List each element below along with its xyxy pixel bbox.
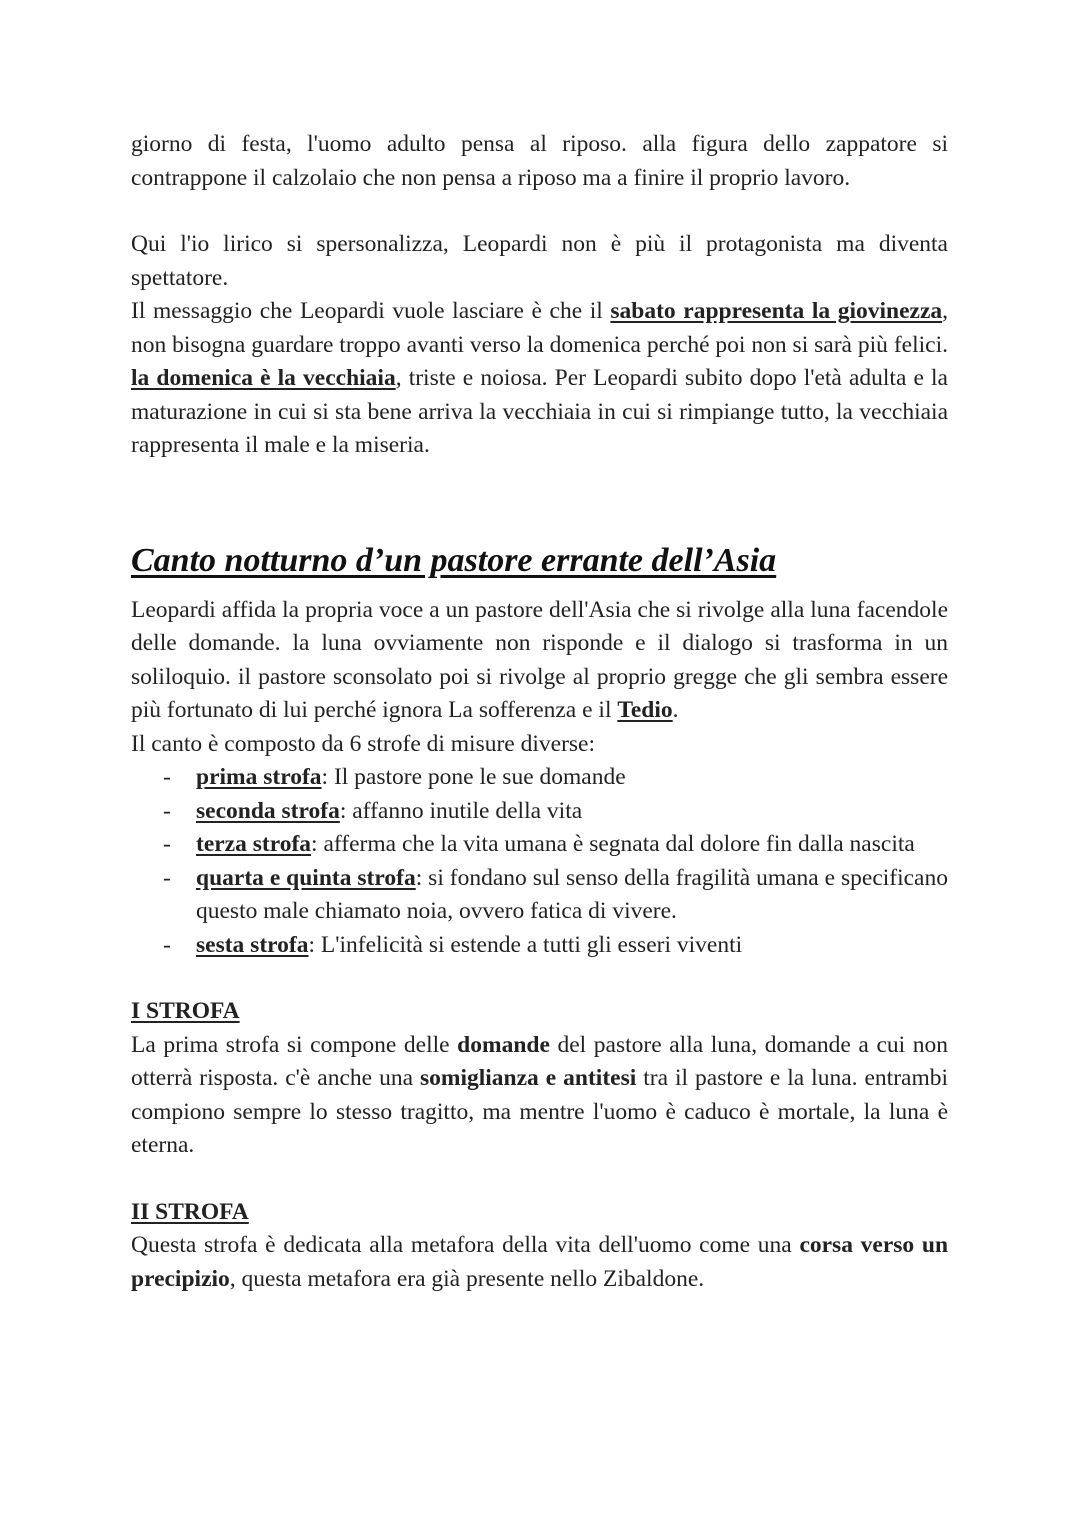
paragraph-canto-intro	[131, 594, 948, 728]
list-item-desc: : Il pastore pone le sue domande	[321, 764, 626, 790]
emphasis-domenica: la domenica è la vecchiaia	[131, 365, 396, 391]
paragraph-io-lirico: Qui l'io lirico si spersonalizza, Leopardi non è più il protagonista ma diventa spettatore.	[131, 231, 948, 291]
emphasis-sabato: sabato rappresenta la giovinezza	[610, 298, 943, 324]
text-run: tra il pastore e la luna. entrambi compiono sempre lo stesso tragitto, ma mentre l'uomo è caduco è mortale, la luna è eterna.	[131, 1065, 949, 1158]
paragraph-strofa-1	[131, 1029, 948, 1163]
list-item	[131, 828, 948, 862]
emphasis-corsa: corsa verso un precipizio	[131, 1232, 949, 1292]
strofa-1-heading: I STROFA	[131, 998, 240, 1024]
list-item-term: sesta strofa	[196, 931, 309, 958]
paragraph-strofa-2	[131, 1229, 948, 1296]
document-page	[131, 128, 948, 1296]
strofa-2-heading: II STROFA	[131, 1198, 249, 1225]
list-item-desc: : affanno inutile della vita	[339, 797, 583, 824]
text-run: , triste e noiosa. Per Leopardi subito dopo l'età adulta e la maturazione in cui si sta bene arriva la vecchiaia in cui si rimpiange tutto, la vecchiaia rappresenta il male e la miseria.	[131, 365, 948, 458]
list-item	[131, 795, 948, 829]
list-item-term: quarta e quinta strofa	[196, 864, 416, 891]
text-run: Questa strofa è dedicata alla metafora della vita dell'uomo come una	[131, 1232, 800, 1258]
paragraph-messaggio	[131, 295, 948, 463]
list-item-term: terza strofa	[196, 831, 312, 857]
text-run: Leopardi affida la propria voce a un pastore dell'Asia che si rivolge alla luna facendole delle domande. la luna ovviamente non risponde e il dialogo si trasforma in un soliloquio. il pastore sconsolato poi si rivolge al proprio gregge che gli sembra essere più fortunato di lui perché ignora La sofferenza e il	[131, 596, 948, 723]
strofe-list	[131, 761, 948, 962]
text-run: , questa metafora era già presente nello Zibaldone.	[229, 1265, 705, 1292]
text-run: .	[672, 697, 679, 723]
list-item-desc: : afferma che la vita umana è segnata dal dolore fin dalla nascita	[311, 831, 915, 857]
text-run: La prima strofa si compone delle	[131, 1031, 458, 1058]
section-title: Canto notturno d’un pastore errante dell’Asia	[131, 541, 777, 579]
text-run: Il messaggio che Leopardi vuole lasciare è che il	[131, 298, 611, 324]
list-item-term: prima strofa	[196, 764, 322, 790]
list-item-term: seconda strofa	[196, 797, 340, 824]
paragraph-festa: giorno di festa, l'uomo adulto pensa al riposo. alla figura dello zappatore si contrappone il calzolaio che non pensa a riposo ma a finire il proprio lavoro.	[131, 131, 948, 191]
text-run: , non bisogna guardare troppo avanti verso la domenica perché poi non si sarà più felici.	[131, 298, 949, 358]
text-run: del pastore alla luna, domande a cui non otterrà risposta. c'è anche una	[131, 1031, 949, 1091]
list-item	[131, 862, 948, 929]
emphasis-domande: domande	[457, 1031, 550, 1058]
list-item-desc: : si fondano sul senso della fragilità umana e specificano questo male chiamato noia, ovvero fatica di vivere.	[196, 864, 948, 924]
list-item	[131, 929, 948, 963]
list-item-desc: : L'infelicità si estende a tutti gli esseri viventi	[308, 931, 743, 958]
list-item	[131, 761, 948, 795]
emphasis-somiglianza: somiglianza e antitesi	[419, 1065, 637, 1091]
emphasis-tedio: Tedio	[617, 697, 673, 723]
paragraph-strofe-intro: Il canto è composto da 6 strofe di misure diverse:	[131, 730, 595, 757]
